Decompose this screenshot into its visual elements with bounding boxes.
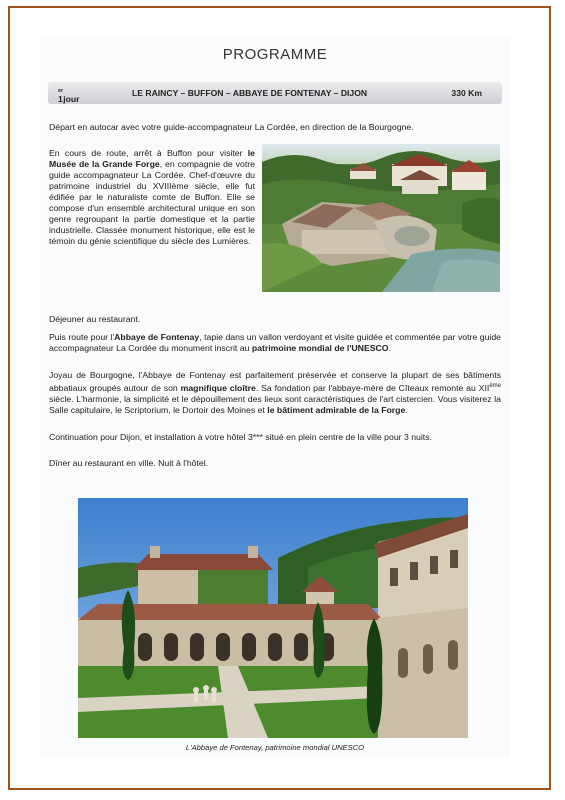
paragraph-departure: Départ en autocar avec votre guide-accompagnateur La Cordée, en direction de la Bourgogne. (49, 122, 414, 132)
day-distance: 330 Km (451, 88, 482, 98)
paragraph-dinner: Dîner au restaurant en ville. Nuit à l'hôtel. (49, 458, 209, 468)
grande-forge-photo (262, 144, 500, 292)
day-number: 1 $^{er}$ jour (58, 88, 80, 104)
paragraph-lunch: Déjeuner au restaurant. (49, 314, 141, 324)
day-header-band (48, 82, 502, 104)
paragraph-abbey-description: Joyau de Bourgogne, l'Abbaye de Fontenay est parfaitement préservée et conserve la plupart de ses bâtiments abbatiaux groupés autour de son magnifique cloître. Sa fondation par l'abbaye-mère de Cîteaux remonte au XIIème siècle. L'harmonie, la simplicité et le dépouillement des lieux sont caractéristiques de l'art cistercien. Vous visiterez la Salle capitulaire, le Scriptorium, le Dortoir des Moines et le bâtiment admirable de la Forge. (49, 370, 501, 415)
abbaye-de-fontenay-photo (78, 498, 468, 738)
paragraph-fontenay: Puis route pour l'Abbaye de Fontenay, tapie dans un vallon verdoyant et visite guidée et commentée par votre guide accompagnateur La Cordée du monument inscrit au patrimoine mondial de l'UNESCO. (49, 332, 501, 353)
document-sheet (40, 38, 510, 758)
page-title: PROGRAMME (222, 46, 328, 63)
day-route: LE RAINCY – BUFFON – ABBAYE DE FONTENAY – DIJON (132, 88, 368, 98)
paragraph-buffon: En cours de route, arrêt à Buffon pour visiter le Musée de la Grande Forge, en compagnie de votre guide accompagnateur La Cordée. Chef-d'œuvre du patrimoine industriel du XVIIIème siècle, elle fut édifiée par le naturaliste comte de Buffon. Elle se compose d'un ensemble architectural unique en son genre regroupant la partie domestique et la partie industrielle. Classée monument historique, elle est le témoin du génie scientifique du siècle des Lumières. (49, 148, 255, 246)
photo-caption: L'Abbaye de Fontenay, patrimoine mondial UNESCO (185, 743, 365, 752)
paragraph-dijon: Continuation pour Dijon, et installation à votre hôtel 3*** situé en plein centre de la ville pour 3 nuits. (49, 432, 432, 442)
